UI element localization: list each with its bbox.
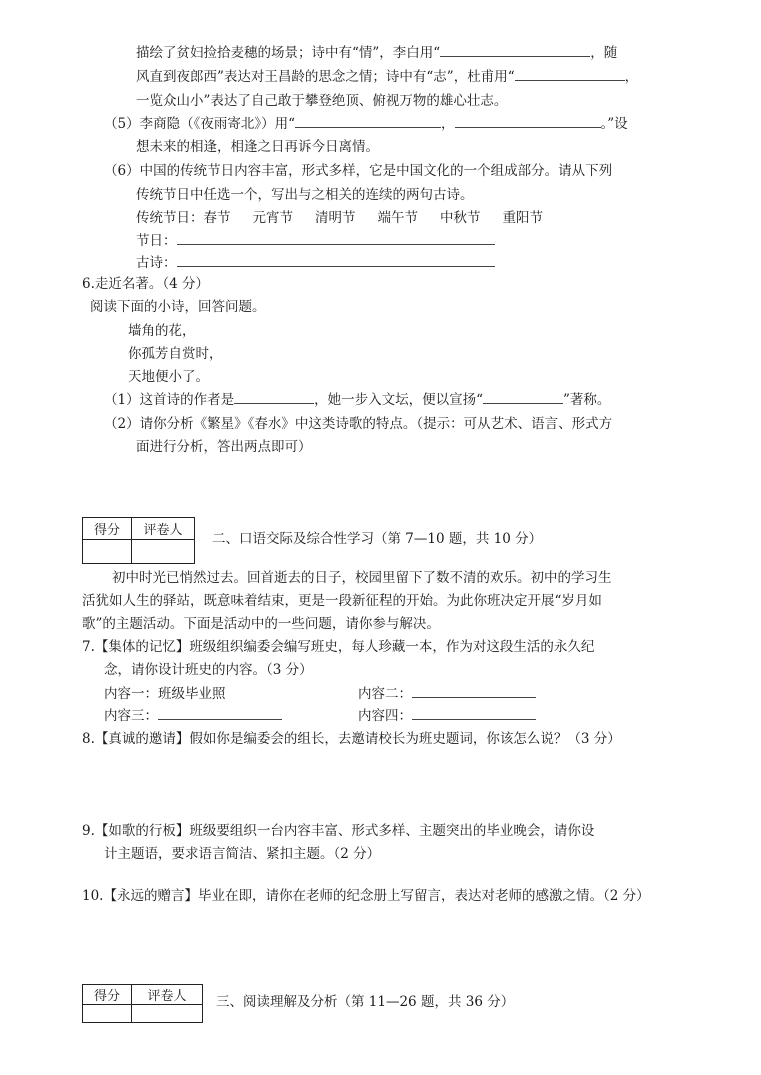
score-cell[interactable] — [83, 540, 132, 564]
festival-list: 传统节日：春节 元宵节 清明节 端午节 中秋节 重阳节 — [136, 210, 543, 226]
q6-sub2-line2: 面进行分析，答出两点即可） — [136, 439, 312, 455]
q4-line3: 一览众山小”表达了自己敢于攀登绝顶、俯视万物的雄心壮志。 — [136, 93, 508, 109]
section3-heading: 三、阅读理解及分析（第 11—26 题，共 36 分） — [216, 994, 515, 1010]
q6-title: 6.走近名著。（4 分） — [82, 276, 210, 292]
score-label: 得分 — [83, 985, 132, 1005]
grader-label: 评卷人 — [132, 518, 195, 540]
section2-heading: 二、口语交际及综合性学习（第 7—10 题，共 10 分） — [212, 531, 543, 547]
score-box — [82, 984, 203, 1023]
content-three: 内容三： — [104, 707, 282, 725]
q5-line2: 想未来的相逢，相逢之日再诉今日离情。 — [136, 139, 379, 155]
poem-line: 墙角的花， — [128, 323, 196, 339]
poem-field: 古诗： — [136, 254, 495, 272]
score-box — [82, 517, 195, 564]
q6-line1: （6）中国的传统节日内容丰富，形式多样，它是中国文化的一个组成部分。请从下列 — [104, 163, 613, 179]
poem-line: 你孤芳自赏时， — [128, 346, 223, 362]
blank[interactable] — [455, 115, 601, 128]
q6-line2: 传统节日中任选一个，写出与之相关的连续的两句古诗。 — [136, 187, 474, 203]
content-four-blank[interactable] — [412, 707, 536, 720]
theme-blank[interactable] — [483, 391, 563, 404]
grader-cell[interactable] — [132, 540, 195, 564]
q8-line1: 8.【真诚的邀请】假如你是编委会的组长，去邀请校长为班史题词，你该怎么说？（3 分） — [82, 731, 621, 747]
blank[interactable] — [295, 115, 441, 128]
grader-label: 评卷人 — [132, 985, 203, 1005]
q7-line1: 7.【集体的记忆】班级组织编委会编写班史，每人珍藏一本，作为对这段生活的永久纪 — [82, 639, 595, 655]
content-four: 内容四： — [358, 707, 536, 725]
blank[interactable] — [440, 44, 590, 57]
grader-cell[interactable] — [132, 1005, 203, 1023]
content-three-blank[interactable] — [158, 707, 282, 720]
score-label: 得分 — [83, 518, 132, 540]
content-one: 内容一：班级毕业照 — [104, 686, 226, 702]
q4-line2: 风直到夜郎西”表达对王昌龄的思念之情；诗中有“志”，杜甫用“ ， — [136, 69, 639, 85]
content-two: 内容二： — [358, 685, 536, 703]
q6-intro: 阅读下面的小诗，回答问题。 — [90, 299, 266, 315]
q9-line2: 计主题语，要求语言简洁、紧扣主题。（2 分） — [104, 846, 381, 862]
blank[interactable] — [515, 68, 625, 81]
q4-line1: 描绘了贫妇捡拾麦穗的场景；诗中有“情”，李白用“ ，随 — [136, 45, 618, 61]
q9-line1: 9.【如歌的行板】班级要组织一台内容丰富、形式多样、主题突出的毕业晚会，请你设 — [82, 823, 595, 839]
q6-sub1: （1）这首诗的作者是 ，她一步入文坛，便以宣扬“ ”著称。 — [104, 392, 611, 408]
q6-sub2-line1: （2）请你分析《繁星》《春水》中这类诗歌的特点。（提示：可从艺术、语言、形式方 — [104, 416, 613, 432]
poem-line: 天地便小了。 — [128, 369, 209, 385]
section2-intro: 活犹如人生的驿站，既意味着结束，更是一段新征程的开始。为此你班决定开展“岁月如 — [82, 593, 602, 609]
poem-blank[interactable] — [177, 254, 495, 267]
score-cell[interactable] — [83, 1005, 132, 1023]
author-blank[interactable] — [234, 391, 314, 404]
section2-intro: 歌”的主题活动。下面是活动中的一些问题，请你参与解决。 — [82, 616, 440, 632]
section2-intro: 初中时光已悄然过去。回首逝去的日子，校园里留下了数不清的欢乐。初中的学习生 — [112, 570, 612, 586]
content-two-blank[interactable] — [412, 685, 536, 698]
q5-line1: （5）李商隐（《夜雨寄北》）用“ ， 。”设 — [104, 116, 628, 132]
q7-line2: 念，请你设计班史的内容。（3 分） — [104, 662, 313, 678]
q10-line1: 10.【永远的赠言】毕业在即，请你在老师的纪念册上写留言，表达对老师的感激之情。（2 分） — [82, 888, 650, 904]
festival-blank[interactable] — [177, 232, 495, 245]
festival-field: 节日： — [136, 232, 495, 250]
